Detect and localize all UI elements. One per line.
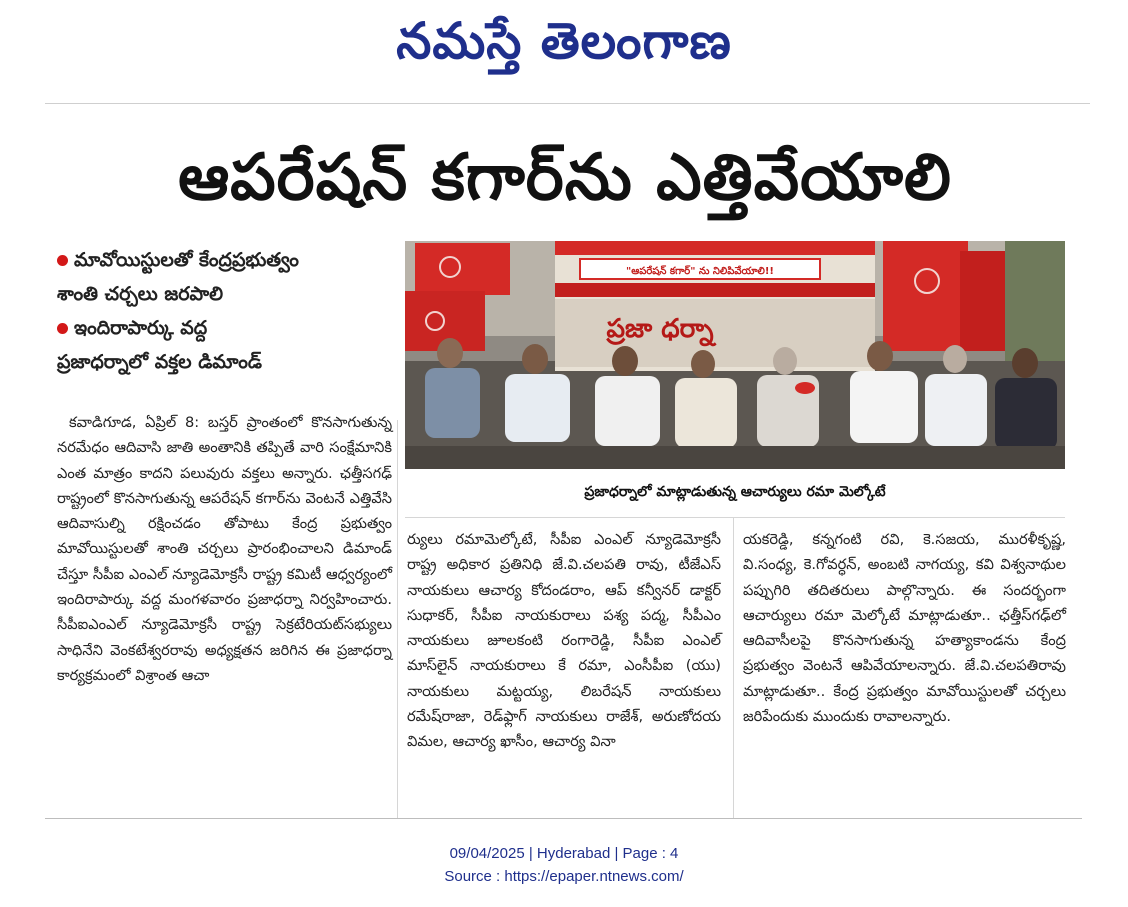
photo-caption: ప్రజాధర్నాలో మాట్లాడుతున్న ఆచార్యులు రమా మెల్కోటే bbox=[584, 484, 886, 500]
subhead-2-line2: ప్రజాధర్నాలో వక్తల డిమాండ్ bbox=[57, 351, 262, 373]
subhead-1-line2: శాంతి చర్చలు జరపాలి bbox=[57, 283, 224, 305]
article-headline: ఆపరేషన్ కగార్‌ను ఎత్తివేయాలి bbox=[178, 141, 952, 215]
newspaper-title: నమస్తే తెలంగాణ bbox=[396, 11, 732, 70]
article-headline-block bbox=[40, 130, 1090, 226]
source-line: Source : https://epaper.ntnews.com/ bbox=[444, 868, 684, 885]
article-column-1: కవాడిగూడ, ఏప్రిల్ 8: బస్తర్ ప్రాంతంలో కొనసాగుతున్న నరమేధం ఆదివాసి జాతి అంతానికి తప్పితే వారి సంక్షేమానికి ఎంత మాత్రం కాదని పలువురు వక్తలు అన్నారు. ఛత్తీసగఢ్ రాష్ట్రంలో కొనసాగుతున్న ఆపరేషన్ కగార్‌ను వెంటనే ఎత్తివేసి ఆదివాసుల్ని రక్షించడం తోపాటు కేంద్ర ప్రభుత్వం మావోయిస్టులతో శాంతి చర్చలు ప్రారంభించాలని డిమాండ్ చేస్తూ సీపీఐ ఎంఎల్ న్యూడెమోక్రసీ రాష్ట్ర కమిటీ ఆధ్వర్యంలో ఇందిరాపార్కు వద్ద మంగళవారం ప్రజాధర్నా నిర్వహించారు. సీపీఐఎంఎల్ న్యూడెమోక్రసీ రాష్ట్ర సెక్రటేరియట్‌సభ్యులు సాధినేని వెంకటేశ్వరరావు అధ్యక్షతన జరిగిన ఈ ప్రజాధర్నా కార్యక్రమంలో విశ్రాంత ఆచా bbox=[57, 414, 392, 684]
caption-divider bbox=[405, 517, 1065, 518]
column-divider-1 bbox=[397, 420, 398, 818]
column-divider-2 bbox=[733, 518, 734, 818]
bottom-divider bbox=[45, 818, 1082, 819]
subhead-1-line1: మావోయిస్టులతో కేంద్రప్రభుత్వం bbox=[57, 243, 397, 277]
article-column-2: ర్యులు రమామెల్కోటే, సీపీఐ ఎంఎల్ న్యూడెమోక్రసీ రాష్ట్ర అధికార ప్రతినిధి జే.వి.చలపతి రావు, టీజేఎస్ నాయకులు ఆచార్య కోదండరాం, ఆప్ కన్వీనర్ డాక్టర్ సుధాకర్, సీపీఐ నాయకురాలు పశ్య పద్మ, సీపీఎం నాయకులు జూలకంటి రంగారెడ్డి, సీపీఐ ఎంఎల్ మాస్‌లైన్ నాయకురాలు కే రమా, ఎంసీపీఐ (యు) నాయకులు మట్టయ్య, లిబరేషన్ నాయకులు రమేష్‌రాజా, రెడ్‌ఫ్లాగ్ నాయకులు రాజేశ్, అరుణోదయ విమల, ఆచార్య ఖాసీం, ఆచార్య వినా bbox=[407, 531, 721, 751]
edition-info: 09/04/2025 | Hyderabad | Page : 4 bbox=[449, 845, 679, 862]
protest-photo-illustration bbox=[405, 241, 1065, 469]
masthead bbox=[0, 6, 1128, 76]
news-photo bbox=[405, 241, 1065, 469]
red-bullet-icon bbox=[57, 255, 68, 266]
banner-main-text: ప్రజా ధర్నా bbox=[606, 314, 714, 344]
subhead-2-line1: ఇందిరాపార్కు వద్ద bbox=[57, 311, 397, 345]
red-bullet-icon bbox=[57, 323, 68, 334]
banner-top-text: "ఆపరేషన్ కగార్" ను నిలిపివేయాలి!! bbox=[626, 266, 774, 277]
subheadings bbox=[57, 243, 397, 379]
top-divider bbox=[45, 103, 1090, 104]
article-column-3: యకరెడ్డి, కన్నగంటి రవి, కె.సజయ, మురళీకృష్ణ, వి.సంధ్య, కె.గోవర్ధన్, అంబటి నాగయ్య, కవి విశ్వనాథుల పప్పుగిరి తదితరులు పాల్గొన్నారు. ఈ సందర్భంగా ఆచార్యులు రమా మెల్కోటే మాట్లాడుతూ.. ఛత్తీస్‌గఢ్‌లో ఆదివాసీలపై కొనసాగుతున్న హత్యాకాండను కేంద్ర ప్రభుత్వం వెంటనే ఆపివేయాలన్నారు. జే.వి.చలపతిరావు మాట్లాడుతూ.. కేంద్ర ప్రభుత్వం మావోయిస్టులతో చర్చలు జరిపేందుకు ముందుకు రావాలన్నారు. bbox=[743, 531, 1066, 726]
